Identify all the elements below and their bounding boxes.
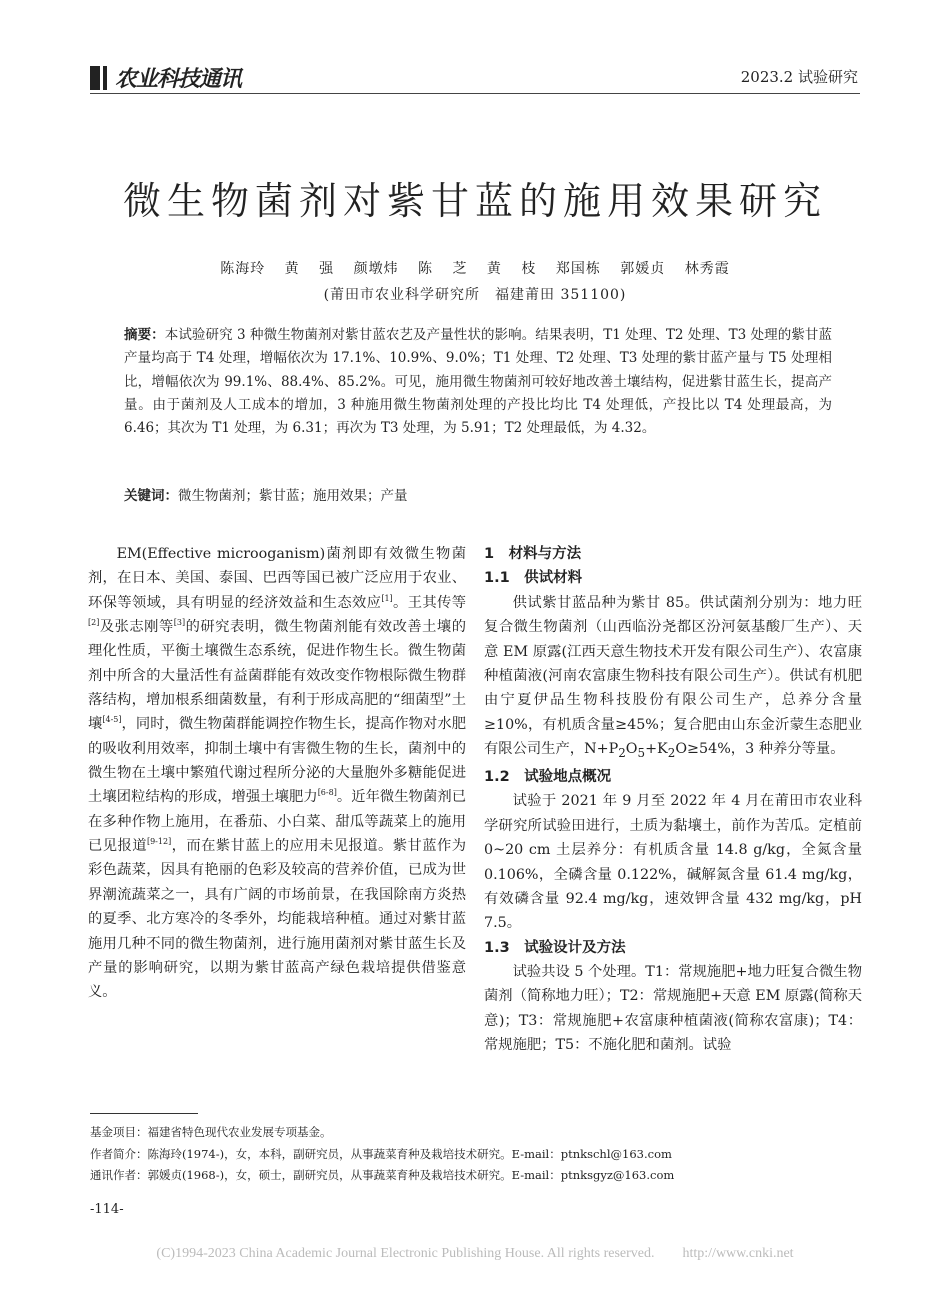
header-bar-mark-thin (103, 66, 107, 90)
site-paragraph: 试验于 2021 年 9 月至 2022 年 4 月在莆田市农业科学研究所试验田进行，土质为黏壤土，前作为苦瓜。定植前 0~20 cm 土层养分：有机质含量 14.8 g/kg，全氮含量 0.106%，全磷含量 0.122%，碱解氮含量 61.4 mg/kg，有效磷含量 92.4 mg/kg，速效钾含量 432 mg/kg，pH 7.5。 (484, 793, 862, 932)
header-bar-mark (90, 66, 100, 90)
header-rule (90, 93, 860, 94)
citation[interactable]: [1] (381, 593, 393, 603)
citation[interactable]: [4-5] (102, 715, 122, 725)
citation[interactable]: [6-8] (317, 788, 337, 798)
citation[interactable]: [2] (88, 618, 100, 628)
left-column (88, 542, 466, 1005)
subsection-heading: 1.1 供试材料 (484, 570, 583, 587)
citation[interactable]: [9-12] (146, 837, 172, 847)
page-number: -114- (90, 1202, 124, 1217)
author-list: 陈海玲 黄 强 颜墩炜 陈 芝 黄 枝 郑国栋 郭媛贞 林秀霞 (220, 261, 730, 277)
intro-paragraph: EM(Effective microoganism)菌剂即有效微生物菌剂，在日本、美国、泰国、巴西等国已被广泛应用于农业、环保等领域，具有明显的经济效益和生态效应[1]。王其传等[2]及张志刚等[3]的研究表明，微生物菌剂能有效改善土壤的理化性质，平衡土壤微生态系统，促进作物生长。微生物菌剂中所含的大量活性有益菌群能有效改变作物根际微生物群落结构，增加根系细菌数量，有利于形成高肥的“细菌型”土壤[4-5]，同时，微生物菌群能调控作物生长，提高作物对水肥的吸收利用效率，抑制土壤中有害微生物的生长，菌剂中的微生物在土壤中繁殖代谢过程所分泌的大量胞外多糖能促进土壤团粒结构的形成，增强土壤肥力[6-8]。近年微生物菌剂已在多种作物上施用，在番茄、小白菜、甜瓜等蔬菜上的施用已见报道[9-12]，而在紫甘蓝上的应用未见报道。紫甘蓝作为彩色蔬菜，因具有艳丽的色彩及较高的营养价值，已成为世界潮流蔬菜之一，具有广阔的市场前景，在我国除南方炎热的夏季、北方寒冷的冬季外，均能栽培种植。通过对紫甘蓝施用几种不同的微生物菌剂，进行施用菌剂对紫甘蓝生长及产量的影响研究，以期为紫甘蓝高产绿色栽培提供借鉴意义。 (88, 546, 467, 1001)
subsection-heading: 1.3 试验设计及方法 (484, 939, 626, 956)
copyright-watermark: (C)1994-2023 China Academic Journal Electronic Publishing House. All rights reserved. http://www.cnki.net (156, 1246, 794, 1261)
right-column (484, 542, 862, 1057)
materials-paragraph: 供试紫甘蓝品种为紫甘 85。供试菌剂分别为：地力旺复合微生物菌剂（山西临汾尧都区汾河氨基酸厂生产）、天意 EM 原露(江西天意生物技术开发有限公司生产）、农富康种植菌液(河南农富康生物科技有限公司生产）。供试有机肥由宁夏伊品生物科技股份有限公司生产，总养分含量≥10%，有机质含量≥45%；复合肥由山东金沂蒙生态肥业有限公司生产，$N+P_2O_5+K_2O\ge 54\%$，3 种养分等量。 (484, 594, 862, 760)
paper-title: 微生物菌剂对紫甘蓝的施用效果研究 (122, 179, 827, 223)
keywords-label: 关键词 (124, 488, 165, 504)
citation[interactable]: [3] (173, 618, 186, 628)
abstract: 摘要：本试验研究 3 种微生物菌剂对紫甘蓝农艺及产量性状的影响。结果表明，T1 处理、T2 处理、T3 处理的紫甘蓝产量均高于 T4 处理，增幅依次为 17.1%、10.9%、9.0%；T1 处理、T2 处理、T3 处理的紫甘蓝产量与 T5 处理相比，增幅依次为 99.1%、88.4%、85.2%。可见，施用微生物菌剂可较好地改善土壤结构，促进紫甘蓝生长，提高产量。由于菌剂及人工成本的增加，3 种施用微生物菌剂处理的产投比均比 T4 处理低，产投比以 T4 处理最高，为 6.46；其次为 T1 处理，为 6.31；再次为 T3 处理，为 5.91；T2 处理最低，为 4.32。 (124, 327, 833, 437)
keywords: 关键词：微生物菌剂；紫甘蓝；施用效果；产量 (124, 488, 408, 504)
subsection-heading: 1.2 试验地点概况 (484, 769, 612, 786)
keywords-text: 微生物菌剂；紫甘蓝；施用效果；产量 (178, 488, 408, 504)
abstract-label: 摘要 (124, 327, 152, 343)
footnote-author: 作者简介：陈海玲(1974-)，女，本科，副研究员，从事蔬菜育种及栽培技术研究。E-mail：ptnkschl@163.com (90, 1147, 672, 1161)
footnote-fund: 基金项目：福建省特色现代农业发展专项基金。 (90, 1125, 332, 1139)
footnote-correspondence: 通讯作者：郭媛贞(1968-)，女，硕士，副研究员，从事蔬菜育种及栽培技术研究。E-mail：ptnksgyz@163.com (90, 1168, 675, 1182)
footnote-rule (90, 1113, 198, 1114)
issue-label: 2023.2 试验研究 (740, 68, 858, 86)
affiliation: (莆田市农业科学研究所 福建莆田 351100) (323, 287, 627, 303)
design-paragraph: 试验共设 5 个处理。T1：常规施肥+地力旺复合微生物菌剂（简称地力旺）；T2：常规施肥+天意 EM 原露(简称天意)；T3：常规施肥+农富康种植菌液(简称农富康)；T4：常规施肥；T5：不施化肥和菌剂。试验 (484, 963, 862, 1053)
section-heading: 1 材料与方法 (484, 546, 582, 562)
abstract-text: 本试验研究 3 种微生物菌剂对紫甘蓝农艺及产量性状的影响。结果表明，T1 处理、T2 处理、T3 处理的紫甘蓝产量均高于 T4 处理，增幅依次为 17.1%、10.9%、9.0%；T1 处理、T2 处理、T3 处理的紫甘蓝产量与 T5 处理相比，增幅依次为 99.1%、88.4%、85.2%。可见，施用微生物菌剂可较好地改善土壤结构，促进紫甘蓝生长，提高产量。由于菌剂及人工成本的增加，3 种施用微生物菌剂处理的产投比均比 T4 处理低，产投比以 T4 处理最高，为 6.46；其次为 T1 处理，为 6.31；再次为 T3 处理，为 5.91；T2 处理最低，为 4.32。 (124, 327, 833, 437)
journal-logo: 农业科技通讯 (115, 66, 242, 92)
